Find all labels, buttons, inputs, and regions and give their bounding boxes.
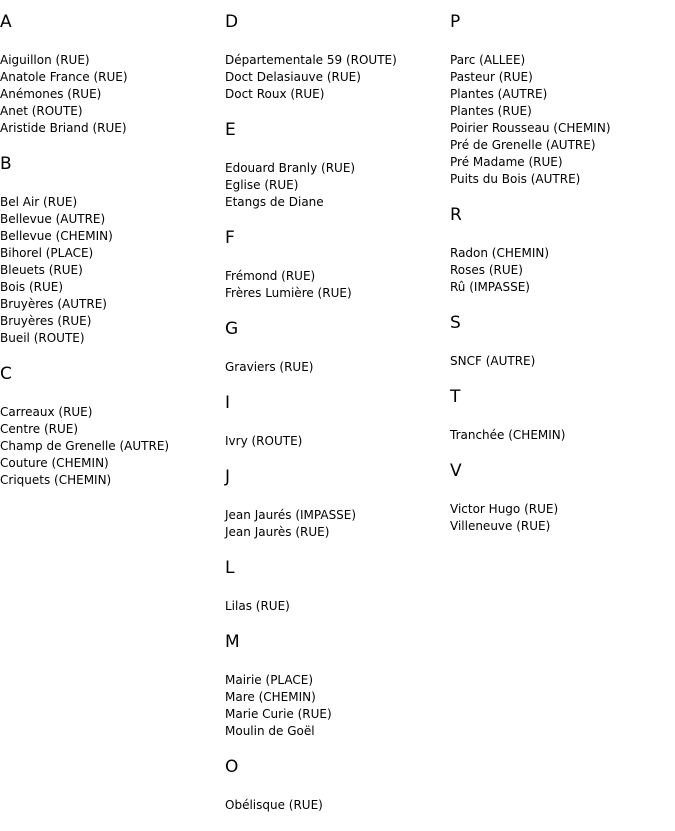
letter-heading: F (225, 228, 235, 248)
letter-group (225, 757, 450, 814)
street-link[interactable]: Jean Jaurés (IMPASSE) (225, 508, 357, 522)
letter-heading: O (225, 757, 239, 777)
street-list (225, 598, 450, 615)
street-list (225, 359, 450, 376)
street-link[interactable]: Mairie (PLACE) (225, 673, 314, 687)
street-link[interactable]: Aiguillon (RUE) (0, 53, 90, 67)
street-list (450, 353, 675, 370)
street-link[interactable]: Bueil (ROUTE) (0, 331, 85, 345)
letter-heading: D (225, 12, 239, 32)
letter-group (225, 632, 450, 740)
street-link[interactable]: Eglise (RUE) (225, 178, 299, 192)
letter-group (0, 154, 225, 347)
street-link[interactable]: Anatole France (RUE) (0, 70, 128, 84)
street-link[interactable]: Bruyères (AUTRE) (0, 297, 107, 311)
letter-group (225, 467, 450, 541)
letter-heading: R (450, 205, 462, 225)
street-link[interactable]: Carreaux (RUE) (0, 405, 93, 419)
letter-group (0, 364, 225, 489)
street-link[interactable]: Etangs de Diane (225, 195, 324, 209)
letter-heading: T (450, 387, 461, 407)
street-link[interactable]: Parc (ALLEE) (450, 53, 526, 67)
street-link[interactable]: Anémones (RUE) (0, 87, 102, 101)
street-link[interactable]: Moulin de Goël (225, 724, 315, 738)
street-list (225, 52, 450, 103)
street-link[interactable]: Pré Madame (RUE) (450, 155, 563, 169)
index-column-1 (0, 12, 225, 506)
letter-heading: A (0, 12, 12, 32)
street-list (0, 52, 225, 137)
street-list (225, 268, 450, 302)
street-list (225, 160, 450, 211)
street-link[interactable]: Pré de Grenelle (AUTRE) (450, 138, 596, 152)
letter-group (450, 387, 675, 444)
street-link[interactable]: Bihorel (PLACE) (0, 246, 94, 260)
street-link[interactable]: Victor Hugo (RUE) (450, 502, 559, 516)
letter-heading: L (225, 558, 235, 578)
letter-group (225, 120, 450, 211)
letter-group (225, 319, 450, 376)
street-link[interactable]: Frémond (RUE) (225, 269, 316, 283)
letter-group (450, 461, 675, 535)
street-list (225, 672, 450, 740)
street-link[interactable]: Villeneuve (RUE) (450, 519, 551, 533)
letter-group (225, 228, 450, 302)
letter-heading: M (225, 632, 240, 652)
street-link[interactable]: Plantes (AUTRE) (450, 87, 548, 101)
letter-group (225, 558, 450, 615)
street-link[interactable]: Marie Curie (RUE) (225, 707, 332, 721)
street-link[interactable]: Départementale 59 (ROUTE) (225, 53, 397, 67)
street-link[interactable]: Ivry (ROUTE) (225, 434, 303, 448)
index-column-2 (225, 12, 450, 831)
index-column-3 (450, 12, 675, 552)
street-link[interactable]: Plantes (RUE) (450, 104, 532, 118)
letter-heading: I (225, 393, 231, 413)
letter-group (450, 313, 675, 370)
street-link[interactable]: Lilas (RUE) (225, 599, 290, 613)
street-link[interactable]: Bellevue (AUTRE) (0, 212, 106, 226)
street-link[interactable]: Criquets (CHEMIN) (0, 473, 112, 487)
letter-heading: E (225, 120, 236, 140)
street-link[interactable]: Roses (RUE) (450, 263, 523, 277)
street-index (0, 12, 675, 812)
street-list (225, 507, 450, 541)
street-link[interactable]: SNCF (AUTRE) (450, 354, 536, 368)
street-link[interactable]: Obélisque (RUE) (225, 798, 323, 812)
street-list (450, 427, 675, 444)
street-link[interactable]: Doct Delasiauve (RUE) (225, 70, 361, 84)
street-link[interactable]: Anet (ROUTE) (0, 104, 83, 118)
street-link[interactable]: Champ de Grenelle (AUTRE) (0, 439, 170, 453)
letter-heading: V (450, 461, 462, 481)
letter-group (225, 393, 450, 450)
street-list (225, 797, 450, 814)
letter-group (225, 12, 450, 103)
street-link[interactable]: Tranchée (CHEMIN) (450, 428, 566, 442)
street-link[interactable]: Pasteur (RUE) (450, 70, 533, 84)
letter-heading: G (225, 319, 239, 339)
street-link[interactable]: Frères Lumière (RUE) (225, 286, 352, 300)
letter-heading: J (225, 467, 231, 487)
street-link[interactable]: Graviers (RUE) (225, 360, 314, 374)
street-link[interactable]: Radon (CHEMIN) (450, 246, 550, 260)
street-link[interactable]: Jean Jaurès (RUE) (225, 525, 330, 539)
street-link[interactable]: Centre (RUE) (0, 422, 79, 436)
street-list (450, 245, 675, 296)
street-link[interactable]: Bel Air (RUE) (0, 195, 78, 209)
letter-heading: P (450, 12, 461, 32)
street-link[interactable]: Bois (RUE) (0, 280, 64, 294)
street-list (0, 404, 225, 489)
letter-heading: B (0, 154, 12, 174)
letter-group (450, 12, 675, 188)
street-link[interactable]: Bruyères (RUE) (0, 314, 92, 328)
street-list (450, 501, 675, 535)
street-link[interactable]: Puits du Bois (AUTRE) (450, 172, 581, 186)
letter-group (450, 205, 675, 296)
letter-heading: C (0, 364, 12, 384)
letter-heading: S (450, 313, 461, 333)
street-link[interactable]: Aristide Briand (RUE) (0, 121, 127, 135)
street-list (450, 52, 675, 188)
street-link[interactable]: Rû (IMPASSE) (450, 280, 530, 294)
street-link[interactable]: Couture (CHEMIN) (0, 456, 109, 470)
street-list (0, 194, 225, 347)
street-link[interactable]: Doct Roux (RUE) (225, 87, 325, 101)
street-link[interactable]: Mare (CHEMIN) (225, 690, 316, 704)
letter-group (0, 12, 225, 137)
street-link[interactable]: Poirier Rousseau (CHEMIN) (450, 121, 611, 135)
street-link[interactable]: Bellevue (CHEMIN) (0, 229, 113, 243)
street-link[interactable]: Edouard Branly (RUE) (225, 161, 356, 175)
street-link[interactable]: Bleuets (RUE) (0, 263, 83, 277)
street-list (225, 433, 450, 450)
